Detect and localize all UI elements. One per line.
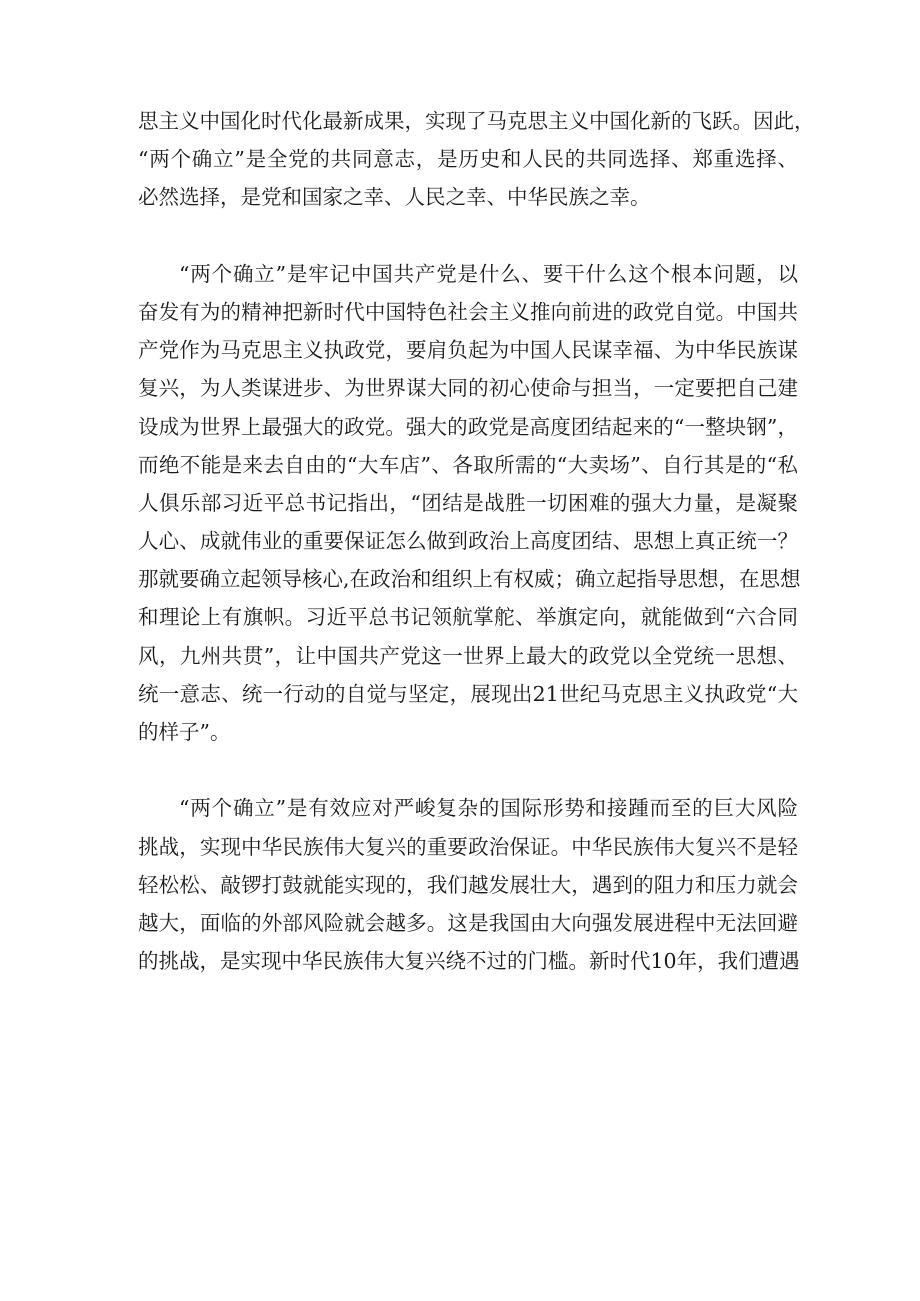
- text-line: 人心、成就伟业的重要保证怎么做到政治上高度团结、思想上真正统一？: [138, 529, 798, 554]
- text-line: 复兴，为人类谋进步、为世界谋大同的初心使命与担当，一定要把自己建: [138, 376, 798, 401]
- text-line: 挑战，实现中华民族伟大复兴的重要政治保证。中华民族伟大复兴不是轻: [138, 834, 798, 859]
- paragraph-spacer: [138, 217, 798, 255]
- text-line: 风，九州共贯”，让中国共产党这一世界上最大的政党以全党统一思想、: [138, 643, 798, 668]
- text-line: 统一意志、统一行动的自觉与坚定，展现出21世纪马克思主义执政党“大: [138, 681, 798, 706]
- paragraph-spacer: [138, 751, 798, 789]
- text-line: 的样子”。: [138, 720, 231, 744]
- text-line: 设成为世界上最强大的政党。强大的政党是高度团结起来的“一整块钢”，: [138, 414, 798, 439]
- text-line: 越大，面临的外部风险就会越多。这是我国由大向强发展进程中无法回避: [138, 910, 798, 935]
- paragraph-3: [138, 789, 798, 980]
- text-line: 奋发有为的精神把新时代中国特色社会主义推向前进的政党自觉。中国共: [138, 299, 798, 324]
- text-line: 人俱乐部习近平总书记指出，“团结是战胜一切困难的强大力量，是凝聚: [138, 490, 798, 515]
- text-line: 必然选择，是党和国家之幸、人民之幸、中华民族之幸。: [138, 185, 651, 210]
- text-line: “两个确立”是有效应对严峻复杂的国际形势和接踵而至的巨大风险: [179, 796, 798, 821]
- text-line: 轻松松、敲锣打鼓就能实现的，我们越发展壮大，遇到的阻力和压力就会: [138, 872, 798, 897]
- text-line: 的挑战，是实现中华民族伟大复兴绕不过的门槛。新时代10年，我们遭遇: [138, 949, 800, 974]
- text-line: 那就要确立起领导核心,在政治和组织上有权威；确立起指导思想，在思想: [138, 567, 801, 592]
- text-line: “两个确立”是全党的共同意志，是历史和人民的共同选择、郑重选择、: [138, 147, 798, 172]
- paragraph-2: [138, 255, 801, 751]
- text-line: 思主义中国化时代化最新成果，实现了马克思主义中国化新的飞跃。因此，: [138, 109, 815, 133]
- paragraph-1: [138, 102, 815, 217]
- document-page: [138, 102, 815, 980]
- text-line: 产党作为马克思主义执政党，要肩负起为中国人民谋幸福、为中华民族谋: [138, 338, 798, 363]
- text-line: 和理论上有旗帜。习近平总书记领航掌舵、举旗定向，就能做到“六合同: [138, 605, 798, 630]
- text-line: 而绝不能是来去自由的“大车店”、各取所需的“大卖场”、自行其是的“私: [138, 452, 798, 477]
- text-line: “两个确立”是牢记中国共产党是什么、要干什么这个根本问题，以: [179, 261, 798, 286]
